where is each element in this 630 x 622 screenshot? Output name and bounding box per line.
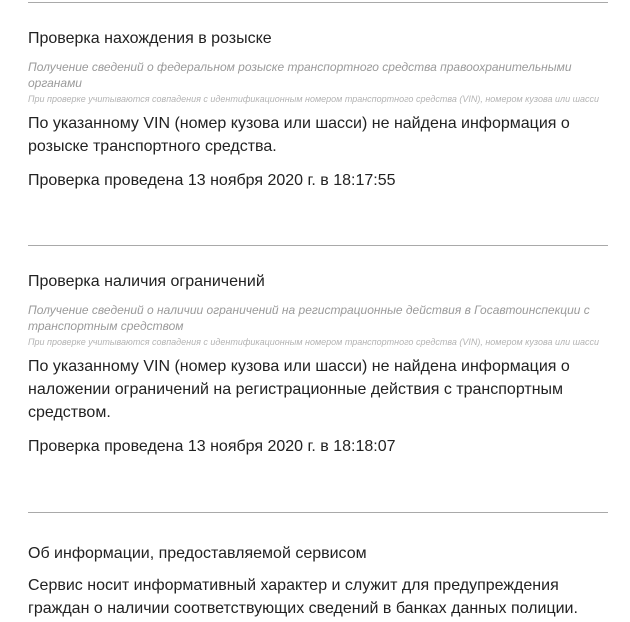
divider bbox=[28, 512, 608, 513]
divider bbox=[28, 2, 608, 3]
section-result: По указанному VIN (номер кузова или шасси) не найдена информация о розыске транспортного средства. bbox=[28, 115, 570, 155]
service-info-section bbox=[28, 544, 608, 620]
section-title: Проверка наличия ограничений bbox=[28, 273, 265, 290]
section-title: Проверка нахождения в розыске bbox=[28, 30, 272, 47]
section-description: Получение сведений о федеральном розыске транспортного средства правоохранительными органами bbox=[28, 60, 572, 90]
section-title: Об информации, предоставляемой сервисом bbox=[28, 545, 367, 562]
info-text: Сервис носит информативный характер и служит для предупреждения граждан о наличии соответствующих сведений в банках данных полиции. bbox=[28, 577, 578, 617]
section-note: При проверке учитываются совпадения с идентификационным номером транспортного средства (VIN), номером кузова или шасси bbox=[28, 94, 600, 104]
section-check-date: Проверка проведена 13 ноября 2020 г. в 18:17:55 bbox=[28, 172, 396, 189]
wanted-check-section bbox=[28, 29, 608, 191]
divider bbox=[28, 245, 608, 246]
section-check-date: Проверка проведена 13 ноября 2020 г. в 18:18:07 bbox=[28, 438, 396, 455]
section-result: По указанному VIN (номер кузова или шасси) не найдена информация о наложении ограничений на регистрационные действия с транспортным средством. bbox=[28, 358, 570, 421]
restrictions-check-section bbox=[28, 272, 608, 457]
section-description: Получение сведений о наличии ограничений на регистрационные действия в Госавтоинспекции с транспортным средством bbox=[28, 303, 590, 333]
section-note: При проверке учитываются совпадения с идентификационным номером транспортного средства (VIN), номером кузова или шасси bbox=[28, 337, 600, 347]
